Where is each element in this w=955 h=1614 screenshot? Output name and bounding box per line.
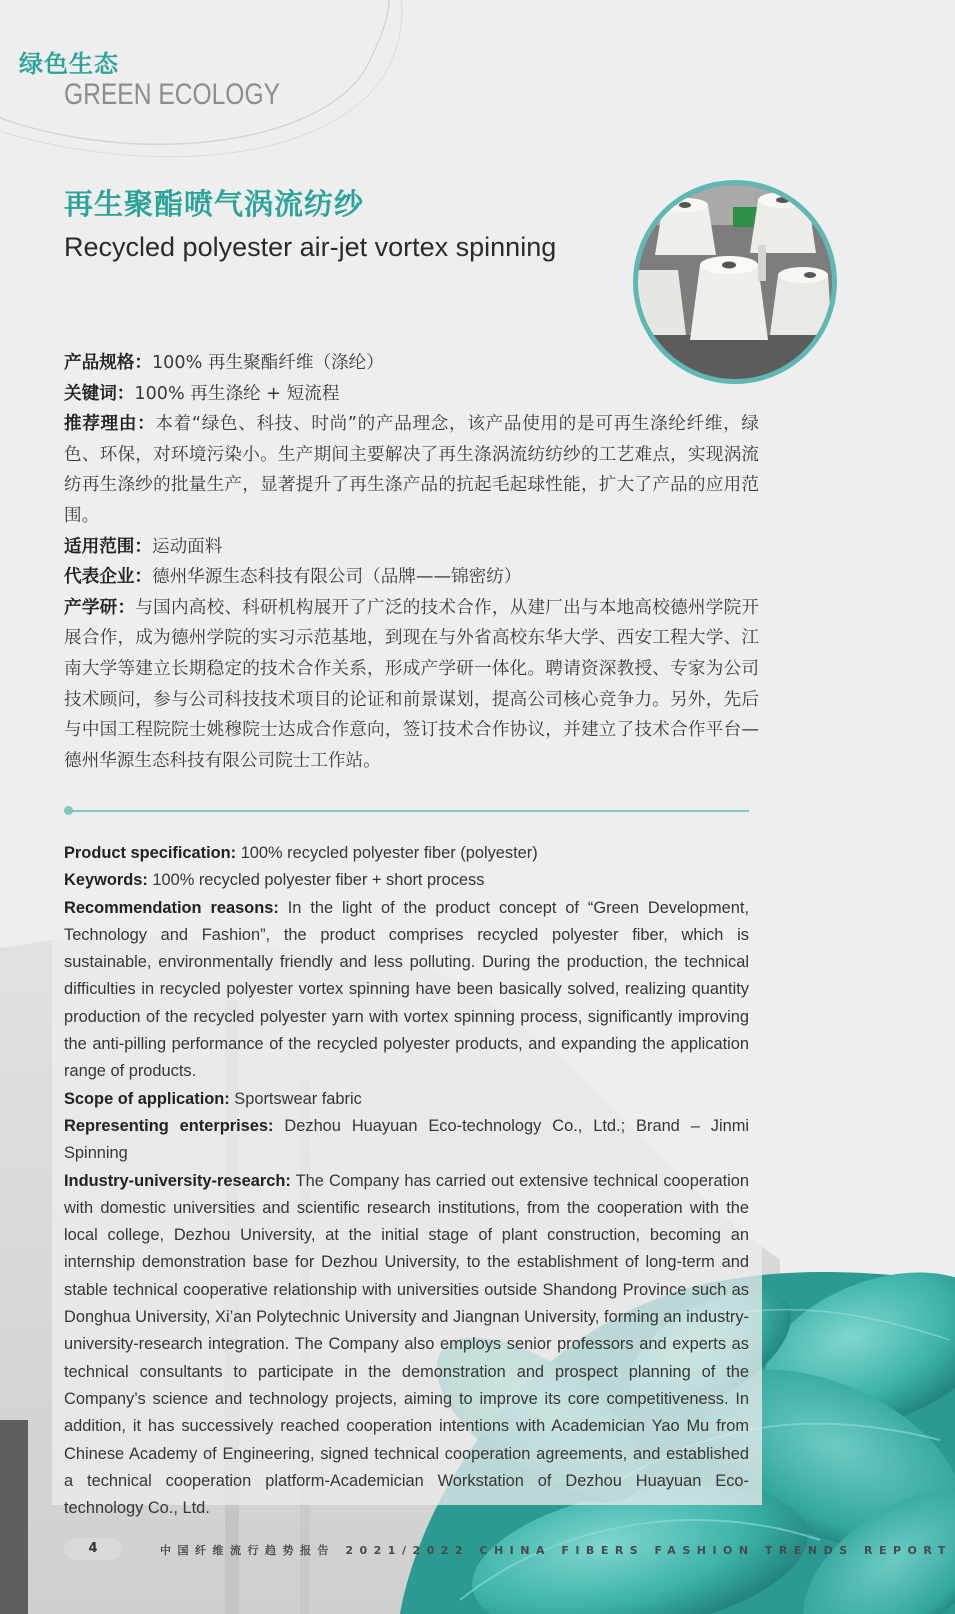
en-reason-label: Recommendation reasons:	[64, 898, 279, 917]
cn-spec-line	[64, 348, 759, 379]
en-keywords-label: Keywords:	[64, 871, 148, 890]
en-scope-value: Sportswear fabric	[229, 1089, 362, 1108]
en-research-value: The Company has carried out extensive technical cooperation with domestic universities and scientific research institutions, from the cooperation with the local college, Dezhou University, at the initial stage of plant construction, becoming an internship demonstration base for Dezhou University, to the establishment of long-term and stable technical cooperative relationship with universities outside Shandong Province such as Donghua University, Xi’an Polytechnic University and Jiangnan University, forming an industry-university-research integration. The Company also employs senior professors and experts as technical consultants to participate in the demonstration and prospect planning of the Company’s science and technology projects, aiming to improve its core competitiveness. In addition, it has successively reached cooperation intentions with Academician Yao Mu from Chinese Academy of Engineering, signed technical cooperation agreements, and established a technical cooperation platform-Academician Workstation of Dezhou Huayuan Eco-technology Co., Ltd.	[64, 1171, 749, 1518]
en-enterprise-line	[64, 1113, 749, 1168]
cn-reason-value: 本着“绿色、科技、时尚”的产品理念，该产品使用的是可再生涤纶纤维，绿色、环保，对环境污染小。生产期间主要解决了再生涤涡流纺纺纱的工艺难点，实现涡流纺再生涤纱的批量生产，显著提升了再生涤产品的抗起毛起球性能，扩大了产品的应用范围。	[64, 414, 759, 526]
section-divider	[64, 810, 749, 812]
chinese-description	[64, 348, 759, 776]
en-research-label: Industry-university-research:	[64, 1171, 291, 1190]
section-title-en: GREEN ECOLOGY	[64, 78, 280, 111]
cn-enterprise-value: 德州华源生态科技有限公司（品牌——锦密纺）	[151, 567, 522, 588]
cn-research-value: 与国内高校、科研机构展开了广泛的技术合作，从建厂出与本地高校德州学院开展合作，成为德州学院的实习示范基地，到现在与外省高校东华大学、西安工程大学、江南大学等建立长期稳定的技术合作关系，形成产学研一体化。聘请资深教授、专家为公司技术顾问，参与公司科技技术项目的论证和前景谋划，提高公司核心竞争力。另外，先后与中国工程院院士姚穆院士达成合作意向，签订技术合作协议，并建立了技术合作平台—德州华源生态科技有限公司院士工作站。	[64, 597, 759, 771]
cn-scope-label: 适用范围：	[64, 536, 152, 557]
cn-research-label: 产学研：	[64, 597, 136, 618]
en-enterprise-value: Dezhou Huayuan Eco-technology Co., Ltd.; Brand – Jinmi Spinning	[64, 1116, 750, 1163]
en-spec-value: 100% recycled polyester fiber (polyester)	[236, 844, 538, 862]
cn-keywords-value: 100% 再生涤纶 + 短流程	[134, 383, 340, 404]
cn-spec-label: 产品规格：	[64, 353, 152, 373]
en-keywords-line	[64, 867, 749, 894]
en-enterprise-label: Representing enterprises:	[64, 1116, 274, 1135]
cn-enterprise-label: 代表企业：	[64, 567, 152, 588]
cn-spec-value: 100% 再生聚酯纤维（涤纶）	[151, 353, 384, 373]
cn-research-line	[64, 593, 759, 777]
footer-report-title: 中国纤维流行趋势报告 2021/2022 CHINA FIBERS FASHION TRENDS REPORT	[160, 1544, 952, 1557]
en-scope-label: Scope of application:	[64, 1089, 230, 1108]
cn-reason-label: 推荐理由：	[64, 414, 156, 435]
cn-keywords-line	[64, 379, 759, 410]
cn-reason-line	[64, 409, 759, 531]
cn-scope-value: 运动面料	[151, 536, 223, 557]
en-scope-line	[64, 1086, 749, 1113]
cn-scope-line	[64, 532, 759, 563]
cn-enterprise-line	[64, 562, 759, 593]
en-research-line	[64, 1168, 749, 1523]
en-spec-line	[64, 840, 749, 867]
english-description	[64, 840, 749, 1522]
en-reason-value: In the light of the product concept of “Green Development, Technology and Fashion”, the product comprises recycled polyester fiber, which is sustainable, environmentally friendly and less polluting. During the production, the technical difficulties in recycled polyester vortex spinning have been basically solved, realizing quantity production of the recycled polyester yarn with vortex spinning process, significantly improving the anti-pilling performance of the recycled polyester products, and expanding the application range of products.	[64, 898, 749, 1081]
cn-keywords-label: 关键词：	[64, 383, 135, 404]
section-title-cn: 绿色生态	[19, 50, 119, 78]
en-reason-line	[64, 895, 749, 1086]
en-keywords-value: 100% recycled polyester fiber + short process	[147, 871, 485, 890]
page-number: 4	[88, 1541, 98, 1556]
product-title-en: Recycled polyester air-jet vortex spinning	[64, 232, 557, 262]
product-title-cn: 再生聚酯喷气涡流纺纱	[64, 187, 365, 221]
en-spec-label: Product specification:	[64, 844, 237, 862]
